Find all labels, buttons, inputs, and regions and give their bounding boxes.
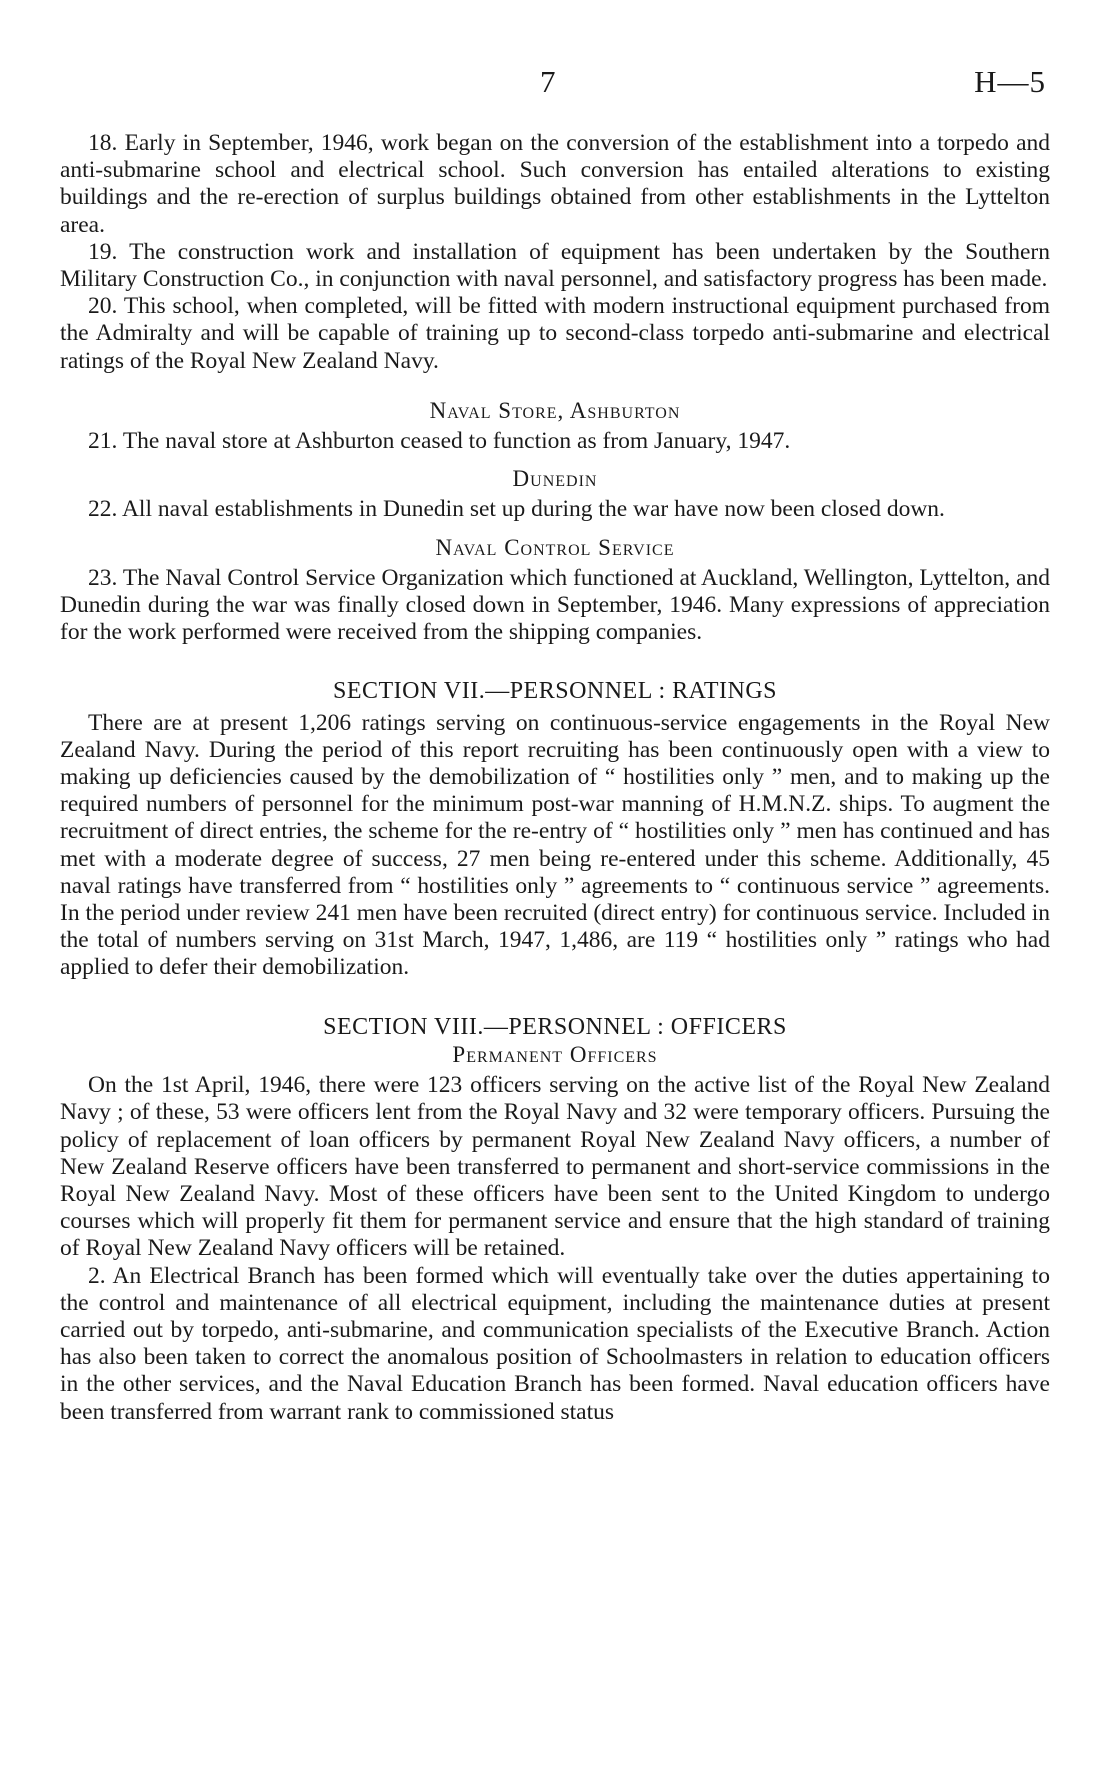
paragraph-19: 19. The construction work and installation of equipment has been undertaken by the Southern Military Construction Co., in conjunction with naval personnel, and satisfactory progress has been made. (60, 238, 1050, 293)
heading-permanent-officers: Permanent Officers (452, 1041, 658, 1067)
heading-dunedin: Dunedin (512, 466, 598, 492)
paragraph-20: 20. This school, when completed, will be fitted with modern instructional equipment purchased from the Admiralty and will be capable of training up to second-class torpedo anti-submarine and electrical ratings of the Royal New Zealand Navy. (60, 293, 1050, 374)
section-vii-title: SECTION VII.—PERSONNEL : RATINGS (332, 678, 777, 705)
page-header (0, 64, 1114, 104)
paragraph-18: 18. Early in September, 1946, work began on the conversion of the establishment into a torpedo and anti-submarine school and electrical school. Such conversion has entailed alterations to existing buildings and the re-erection of surplus buildings obtained from other establishments in the Lyttelton area. (60, 130, 1050, 238)
section-viii-paragraph-1: On the 1st April, 1946, there were 123 officers serving on the active list of the Royal New Zealand Navy ; of these, 53 were officers lent from the Royal Navy and 32 were temporary officers. Pursuing the policy of replacement of loan officers by permanent Royal New Zealand Navy officers, a number of New Zealand Reserve officers have been transferred to permanent and short-service commissions in the Royal New Zealand Navy. Most of these officers have been sent to the United Kingdom to undergo courses which will properly fit them for permanent service and ensure that the high standard of training of Royal New Zealand Navy officers will be retained. (60, 1072, 1050, 1262)
section-vii-paragraph: There are at present 1,206 ratings serving on continuous-service engagements in the Royal New Zealand Navy. During the period of this report recruiting has been continuously open with a view to making up deficiencies caused by the demobilization of “ hostilities only ” men, and to making up the required numbers of personnel for the minimum post-war manning of H.M.N.Z. ships. To augment the recruitment of direct entries, the scheme for the re-entry of “ hostilities only ” men has continued and has met with a moderate degree of success, 27 men being re-entered under this scheme. Additionally, 45 naval ratings have transferred from “ hostilities only ” agreements to “ continuous service ” agreements. In the period under review 241 men have been recruited (direct entry) for continuous service. Included in the total of numbers serving on 31st March, 1947, 1,486, are 119 “ hostilities only ” ratings who had applied to defer their demobilization. (60, 709, 1050, 981)
section-viii-title: SECTION VIII.—PERSONNEL : OFFICERS (323, 1013, 787, 1040)
paragraph-23: 23. The Naval Control Service Organization which functioned at Auckland, Wellington, Lyttelton, and Dunedin during the war was finally closed down in September, 1946. Many expressions of appreciation for the work performed were received from the shipping companies. (60, 564, 1050, 646)
page-number: 7 (540, 64, 556, 99)
paragraph-21: 21. The naval store at Ashburton ceased to function as from January, 1947. (88, 428, 791, 455)
heading-naval-store: Naval Store, Ashburton (429, 397, 681, 423)
paragraph-22: 22. All naval establishments in Dunedin set up during the war have now been closed down. (88, 496, 945, 523)
section-viii-paragraph-2: 2. An Electrical Branch has been formed which will eventually take over the duties appertaining to the control and maintenance of all electrical equipment, including the maintenance duties at present carried out by torpedo, anti-submarine, and communication specialists of the Executive Branch. Action has also been taken to correct the anomalous position of Schoolmasters in relation to education officers in the other services, and the Naval Education Branch has been formed. Naval education officers have been transferred from warrant rank to commissioned status (60, 1262, 1050, 1425)
page-body (60, 130, 1050, 1426)
heading-naval-control: Naval Control Service (435, 534, 675, 560)
document-reference: H—5 (974, 64, 1046, 99)
